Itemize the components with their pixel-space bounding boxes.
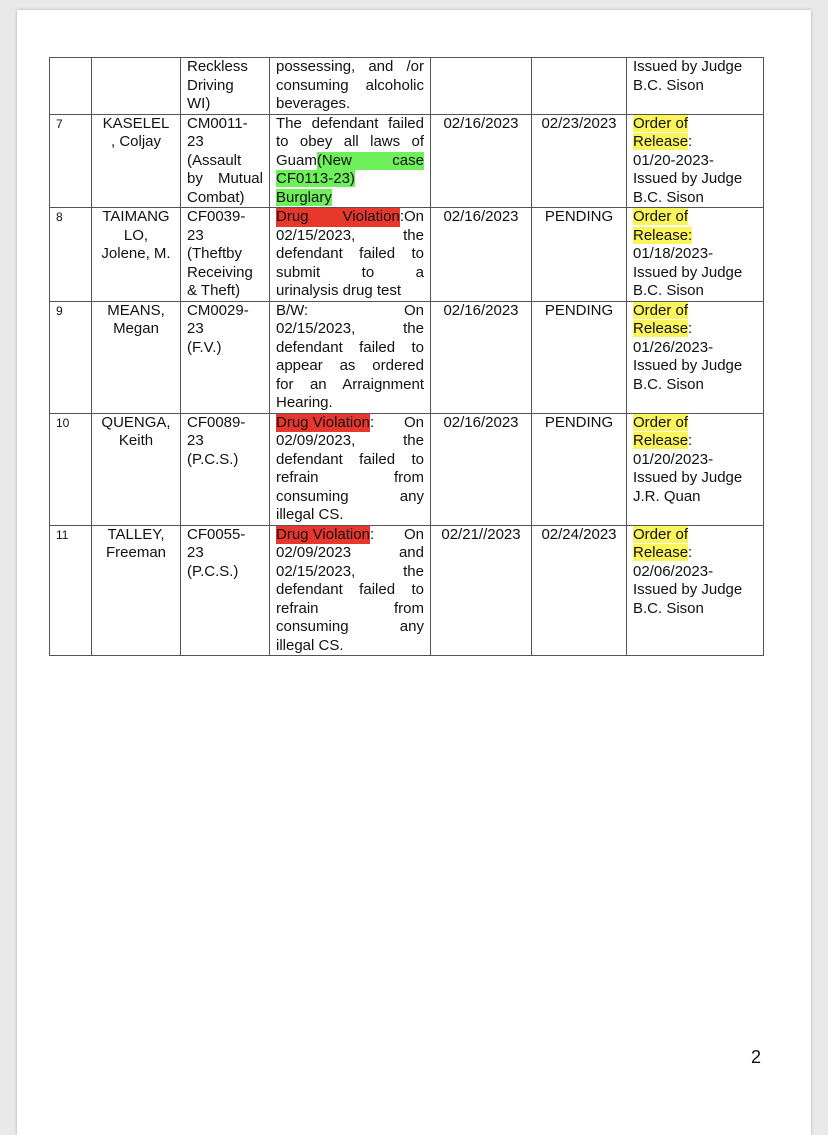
release-order: Issued by Judge B.C. Sison — [627, 58, 764, 115]
hearing-date: PENDING — [532, 413, 627, 525]
violation-date — [431, 58, 532, 115]
violation-date: 02/16/2023 — [431, 114, 532, 208]
order-of-release-label: Order of — [633, 208, 689, 225]
order-of-release-label: Release — [633, 320, 689, 337]
table-row — [50, 208, 764, 302]
release-order: Order of Release: 01/20/2023- Issued by Judge J.R. Quan — [627, 413, 764, 525]
case-number: CM0011- 23 (Assault by Mutual Combat) — [181, 114, 270, 208]
row-number: 7 — [50, 114, 92, 208]
case-number: CF0089- 23 (P.C.S.) — [181, 413, 270, 525]
row-number: 9 — [50, 301, 92, 413]
table-row — [50, 114, 764, 208]
violation-date: 02/16/2023 — [431, 413, 532, 525]
row-number: 10 — [50, 413, 92, 525]
row-number: 11 — [50, 525, 92, 656]
order-of-release-label: Release — [633, 432, 689, 449]
hearing-date: PENDING — [532, 301, 627, 413]
case-number: Reckless Driving WI) — [181, 58, 270, 115]
new-case-highlight: (New case — [316, 151, 424, 169]
row-number: 8 — [50, 208, 92, 302]
new-case-highlight: CF0113-23) — [276, 170, 355, 187]
hearing-date: 02/23/2023 — [532, 114, 627, 208]
hearing-date: 02/24/2023 — [532, 525, 627, 656]
case-table — [49, 57, 764, 656]
release-order: Order of Release: 02/06/2023- Issued by Judge B.C. Sison — [627, 525, 764, 656]
release-order: Order of Release: 01/20-2023- Issued by Judge B.C. Sison — [627, 114, 764, 208]
defendant-name: TAIMANG LO, Jolene, M. — [92, 208, 181, 302]
new-case-highlight: Burglary — [276, 188, 332, 206]
violation-description: B/W: On 02/15/2023, the defendant failed to appear as ordered for an Arraignment Hearing. — [270, 301, 431, 413]
defendant-name: QUENGA, Keith — [92, 413, 181, 525]
drug-violation-highlight: Drug Violation — [276, 413, 370, 431]
order-of-release-label: Order of — [633, 413, 689, 431]
order-of-release-label: Release — [633, 544, 689, 561]
defendant-name: TALLEY, Freeman — [92, 525, 181, 656]
table-row — [50, 413, 764, 525]
violation-description: The defendant failed to obey all laws of Guam (New case CF0113-23) Burglary — [270, 114, 431, 208]
order-of-release-label: Order of — [633, 114, 689, 132]
violation-description: Drug Violation :On 02/15/2023, the defendant failed to submit to a urinalysis drug test — [270, 208, 431, 302]
row-number — [50, 58, 92, 115]
order-of-release-label: Order of — [633, 301, 689, 319]
page-number: 2 — [751, 1047, 762, 1067]
violation-description: Drug Violation : On 02/09/2023, the defendant failed to refrain from consuming any illegal CS. — [270, 413, 431, 525]
table-row — [50, 301, 764, 413]
table-row — [50, 58, 764, 115]
violation-date: 02/16/2023 — [431, 301, 532, 413]
violation-description: Drug Violation : On 02/09/2023 and 02/15/2023, the defendant failed to refrain from consuming any illegal CS. — [270, 525, 431, 656]
defendant-name: KASELEL , Coljay — [92, 114, 181, 208]
hearing-date: PENDING — [532, 208, 627, 302]
violation-date: 02/21//2023 — [431, 525, 532, 656]
hearing-date — [532, 58, 627, 115]
order-of-release-label: Release — [633, 133, 689, 150]
violation-date: 02/16/2023 — [431, 208, 532, 302]
release-order: Order of Release: 01/26/2023- Issued by Judge B.C. Sison — [627, 301, 764, 413]
case-number: CM0029- 23 (F.V.) — [181, 301, 270, 413]
case-number: CF0055- 23 (P.C.S.) — [181, 525, 270, 656]
defendant-name — [92, 58, 181, 115]
order-of-release-label: Release: — [633, 226, 693, 244]
table-row — [50, 525, 764, 656]
defendant-name: MEANS, Megan — [92, 301, 181, 413]
violation-description: possessing, and /or consuming alcoholic beverages. — [270, 58, 431, 115]
document-page — [17, 10, 811, 1135]
case-number: CF0039- 23 (Theftby Receiving & Theft) — [181, 208, 270, 302]
drug-violation-highlight: Drug Violation — [276, 208, 400, 225]
release-order: Order of Release: 01/18/2023- Issued by Judge B.C. Sison — [627, 208, 764, 302]
order-of-release-label: Order of — [633, 525, 689, 543]
drug-violation-highlight: Drug Violation — [276, 525, 370, 543]
